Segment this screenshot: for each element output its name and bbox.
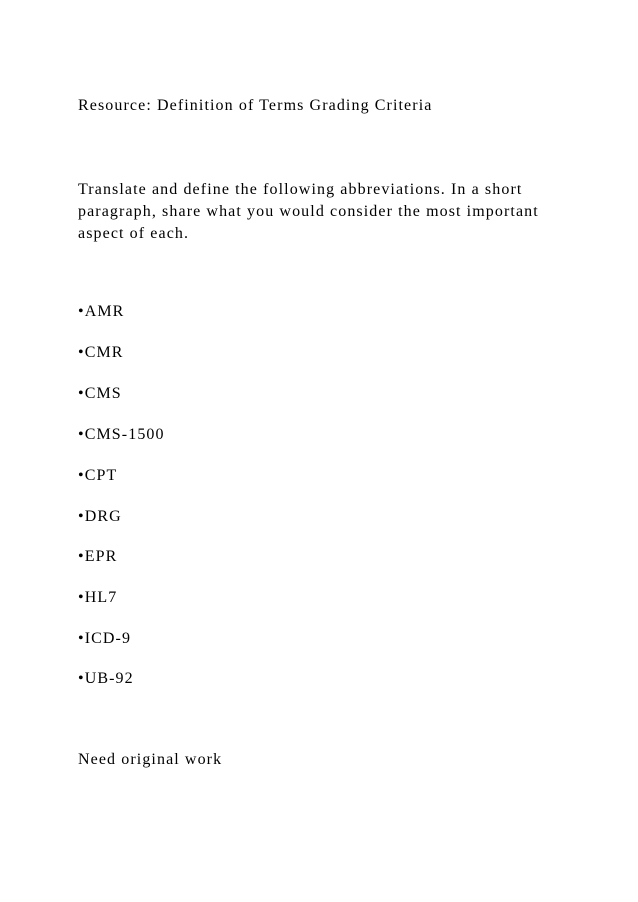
instructions-paragraph — [78, 179, 548, 245]
instructions-line: aspect of each. — [78, 225, 190, 242]
abbreviation-item-ub-92: •UB-92 — [78, 670, 134, 687]
abbreviation-item-epr: •EPR — [78, 548, 118, 565]
abbreviation-item-hl7: •HL7 — [78, 589, 118, 606]
abbreviation-item-amr: •AMR — [78, 303, 125, 320]
closing-note: Need original work — [78, 751, 223, 768]
instructions-line: Translate and define the following abbreviations. In a short — [78, 181, 523, 198]
abbreviation-item-drg: •DRG — [78, 508, 122, 525]
abbreviation-item-cmr: •CMR — [78, 344, 124, 361]
abbreviation-item-cms-1500: •CMS-1500 — [78, 426, 165, 443]
abbreviation-item-cms: •CMS — [78, 385, 122, 402]
abbreviation-item-icd-9: •ICD-9 — [78, 630, 132, 647]
instructions-line: paragraph, share what you would consider the most important — [78, 203, 539, 220]
abbreviation-item-cpt: •CPT — [78, 467, 118, 484]
resource-heading: Resource: Definition of Terms Grading Criteria — [78, 97, 433, 114]
